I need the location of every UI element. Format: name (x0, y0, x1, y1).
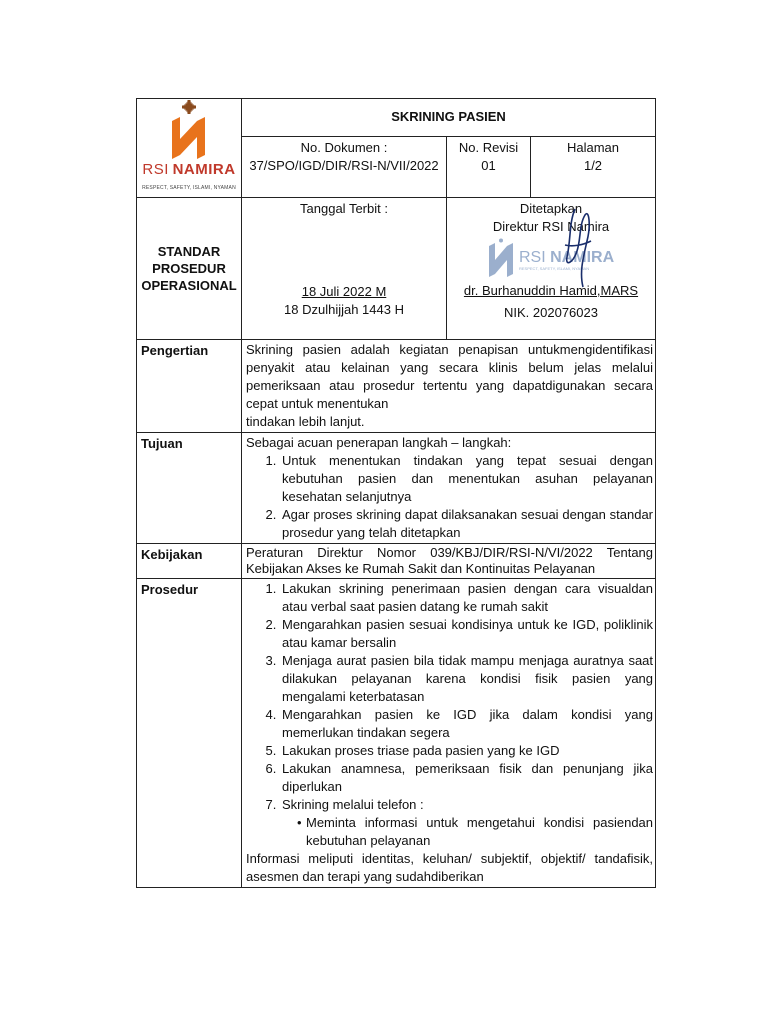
doc-number-cell (242, 136, 447, 197)
tujuan-label: Tujuan (137, 433, 242, 544)
doc-number-value: 37/SPO/IGD/DIR/RSI-N/VII/2022 (249, 157, 439, 173)
page-label: Halaman (566, 139, 620, 155)
sop-document-table (136, 98, 656, 888)
sop-line-3: OPERASIONAL (141, 278, 237, 293)
revision-value: 01 (481, 157, 496, 173)
tujuan-list (246, 452, 653, 542)
sop-line-2: PROSEDUR (152, 261, 226, 276)
list-item: 2. Mengarahkan pasien sesuai kondisinya untuk ke IGD, poliklinik atau kamar bersalin (280, 616, 653, 652)
revision-label: No. Revisi (458, 139, 519, 155)
prosedur-label: Prosedur (137, 579, 242, 888)
prosedur-sublist (246, 814, 653, 850)
sop-line-1: STANDAR (157, 244, 221, 259)
kebijakan-content (242, 544, 656, 579)
list-item: 4. Mengarahkan pasien ke IGD jika dalam kondisi yang memerlukan tindakan segera (280, 706, 653, 742)
issue-date-label: Tanggal Terbit : (300, 201, 388, 216)
svg-text:RESPECT, SAFETY, ISLAMI, NYAMA: RESPECT, SAFETY, ISLAMI, NYAMAN (519, 266, 590, 271)
page-cell (531, 136, 656, 197)
prosedur-content (242, 579, 656, 888)
page-value: 1/2 (583, 157, 603, 173)
list-item: 3. Menjaga aurat pasien bila tidak mampu menjaga auratnya saat dilakukan pelayanan karena kondisi fisik pasien yang mengalami keterbatasan (280, 652, 653, 706)
approved-by: Direktur RSI Namira (492, 219, 610, 234)
logo-cell (137, 99, 242, 198)
issue-date-gregorian: 18 Juli 2022 M (301, 284, 387, 299)
tujuan-content (242, 433, 656, 544)
approved-label: Ditetapkan (519, 201, 583, 216)
pengertian-text: Skrining pasien adalah kegiatan penapisan untukmengidentifikasi penyakit atau kelainan yang secara klinis belum jelas melalui pemeriksaan atau prosedur tertentu yang dapatdigunakan secara cepat untuk menentukan (246, 342, 654, 411)
list-item: 1. Lakukan skrining penerimaan pasien dengan cara visualdan atau verbal saat pasien datang ke rumah sakit (280, 580, 653, 616)
approval-cell (447, 198, 656, 340)
list-item: 2. Agar proses skrining dapat dilaksanakan sesuai dengan standar prosedur yang telah ditetapkan (280, 506, 653, 542)
document-title: SKRINING PASIEN (242, 99, 656, 137)
pengertian-content (242, 340, 656, 433)
rsi-namira-logo-icon (167, 99, 211, 159)
logo-tagline: RESPECT, SAFETY, ISLAMI, NYAMAN (142, 185, 236, 191)
issue-date-hijri: 18 Dzulhijjah 1443 H (284, 302, 404, 317)
director-name: dr. Burhanuddin Hamid,MARS (463, 283, 639, 298)
list-item: 1. Untuk menentukan tindakan yang tepat sesuai dengan kebutuhan pasien dan menentukan asuhan pelayanan kesehatan selanjutnya (280, 452, 653, 506)
logo-name-rsi: RSI (142, 161, 169, 178)
logo-name-namira: NAMIRA (172, 161, 236, 178)
pengertian-label: Pengertian (137, 340, 242, 433)
pengertian-text-2: tindakan lebih lanjut. (246, 414, 365, 429)
kebijakan-label: Kebijakan (137, 544, 242, 579)
prosedur-footer-text: Informasi meliputi identitas, keluhan/ subjektif, objektif/ tandafisik, asesmen dan terapi yang sudahdiberikan (246, 851, 654, 884)
list-item: 5. Lakukan proses triase pada pasien yang ke IGD (280, 742, 653, 760)
director-nik: NIK. 202076023 (504, 305, 598, 320)
issue-date-cell (242, 198, 447, 340)
list-item: • Meminta informasi untuk mengetahui kondisi pasiendan kebutuhan pelayanan (306, 814, 653, 850)
doc-number-label: No. Dokumen : (300, 139, 388, 155)
revision-cell (447, 136, 531, 197)
list-item: 6. Lakukan anamnesa, pemeriksaan fisik dan penunjang jika diperlukan (280, 760, 653, 796)
sop-label-cell (137, 198, 242, 340)
tujuan-intro: Sebagai acuan penerapan langkah – langkah: (246, 435, 512, 450)
svg-text:RSI NAMIRA: RSI NAMIRA (519, 249, 615, 266)
kebijakan-text: Peraturan Direktur Nomor 039/KBJ/DIR/RSI-N/VI/2022 Tentang Kebijakan Akses ke Rumah Sakit dan Kontinuitas Pelayanan (246, 545, 654, 576)
list-item: 7. Skrining melalui telefon : (280, 796, 653, 814)
prosedur-list (246, 580, 653, 814)
